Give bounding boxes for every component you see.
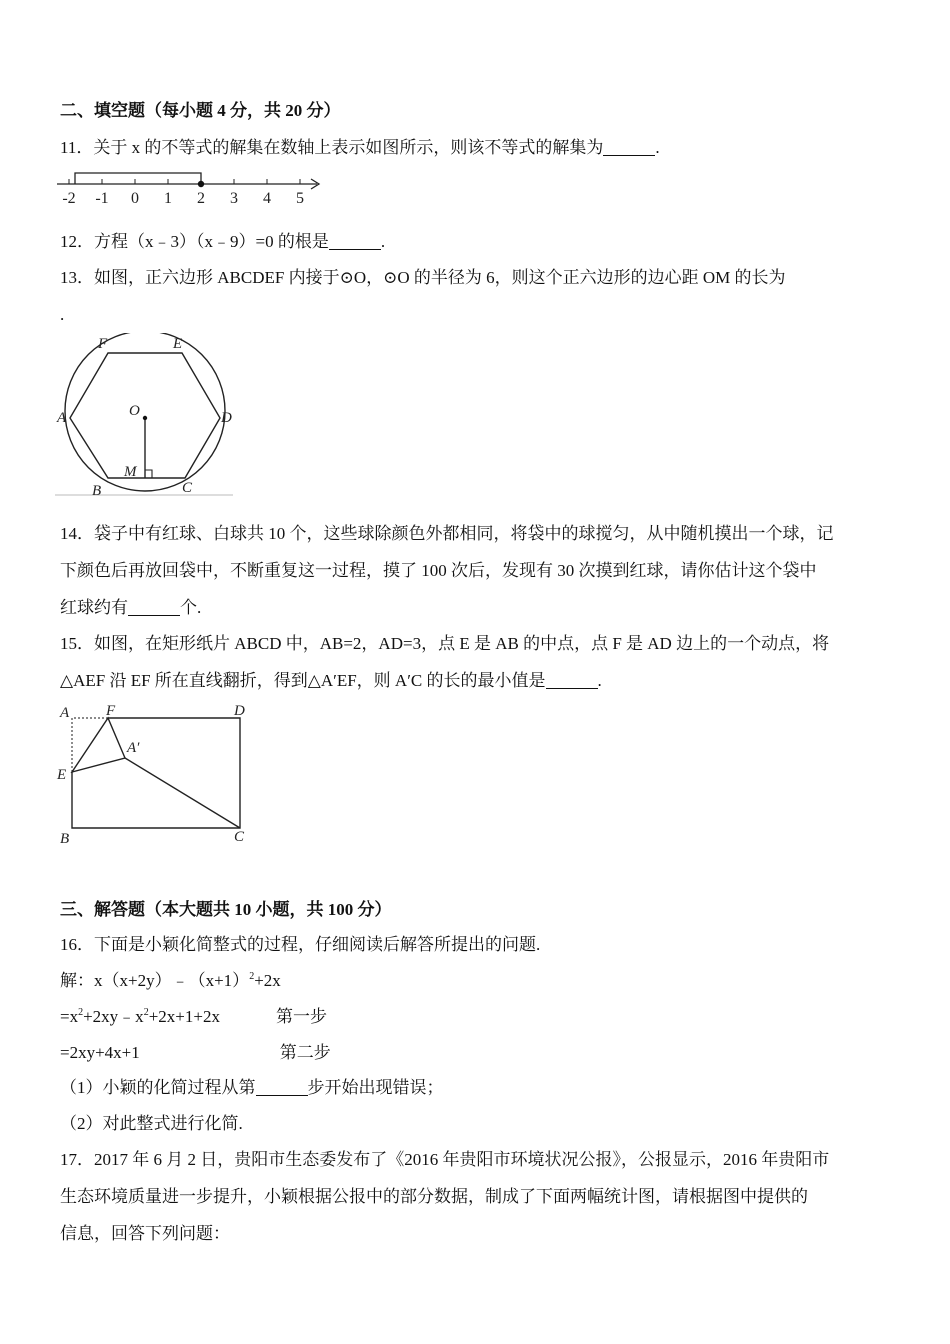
tick-label: 0 [131, 190, 139, 207]
exponent: 2 [143, 1007, 149, 1018]
label-c: C [182, 480, 193, 496]
hexagon-circle-figure [55, 333, 240, 503]
rectangle-fold-figure [55, 700, 255, 850]
solution-expression-end: +2x [254, 971, 281, 990]
step-1-part-c: +2x+1+2x [148, 1007, 220, 1026]
label-e: E [57, 767, 67, 783]
label-m: M [124, 464, 137, 480]
label-f: F [98, 336, 108, 352]
center-point-o [143, 416, 147, 420]
question-16-intro: 16．下面是小颖化简整式的过程，仔细阅读后解答所提出的问题. [60, 935, 541, 954]
question-15-line-1: 15．如图，在矩形纸片 ABCD 中，AB=2，AD=3，点 E 是 AB 的中点，点 F 是 AD 边上的一个动点，将 [60, 634, 830, 653]
question-14-line-2: 下颜色后再放回袋中，不断重复这一过程，摸了 100 次后，发现有 30 次摸到红球，请你估计这个袋中 [60, 561, 817, 580]
section-3-heading: 三、解答题（本大题共 10 小题，共 100 分） [60, 900, 392, 919]
label-b: B [92, 483, 102, 499]
question-13-continuation: . [60, 305, 65, 324]
exponent: 2 [249, 971, 255, 982]
step-1-part-a: =x [60, 1007, 79, 1026]
question-12-text: 12．方程（x﹣3）（x﹣9）=0 的根是 [60, 232, 329, 251]
label-d: D [234, 703, 245, 719]
question-11 [60, 137, 660, 159]
answer-blank-11[interactable] [603, 139, 655, 156]
label-b: B [60, 831, 70, 847]
question-12 [60, 231, 385, 253]
question-16-part-2: （2）对此整式进行化简. [60, 1114, 243, 1133]
question-17-line-3: 信息，回答下列问题： [60, 1224, 230, 1243]
tick-label: 2 [197, 190, 205, 207]
question-15-line-2-pre: △AEF 沿 EF 所在直线翻折，得到△A′EF，则 A′C 的长的最小值是 [60, 671, 546, 690]
question-16-step-2 [60, 1042, 331, 1064]
question-11-end: . [655, 138, 660, 157]
tick-label: 1 [164, 190, 172, 207]
label-f: F [106, 703, 116, 719]
right-angle-mark [145, 470, 152, 478]
question-14-line-3-pre: 红球约有 [60, 598, 128, 617]
question-14-line-3-post: 个. [180, 598, 202, 617]
label-c: C [234, 829, 245, 845]
question-13-text: 13．如图，正六边形 ABCDEF 内接于⊙O，⊙O 的半径为 6，则这个正六边形的边心距 OM 的长为 [60, 268, 786, 287]
number-line-figure [55, 168, 330, 210]
question-15-line-2-post: . [597, 671, 602, 690]
step-2-label: 第二步 [279, 1043, 331, 1062]
question-16-part-1 [60, 1077, 444, 1099]
question-17-line-1: 17．2017 年 6 月 2 日，贵阳市生态委发布了《2016 年贵阳市环境状况公报》，公报显示，2016 年贵阳市 [60, 1150, 830, 1169]
step-1-label: 第一步 [275, 1007, 327, 1026]
tick-label: 3 [230, 190, 238, 207]
question-12-end: . [380, 232, 386, 251]
tick-label: -2 [62, 190, 76, 207]
question-17-line-2: 生态环境质量进一步提升，小颖根据公报中的部分数据，制成了下面两幅统计图，请根据图中提供的 [60, 1187, 808, 1206]
question-11-text: 11．关于 x 的不等式的解集在数轴上表示如图所示，则该不等式的解集为 [60, 138, 604, 157]
label-a: A [60, 705, 70, 721]
question-14-line-3 [60, 597, 201, 619]
solution-expression: 解：x（x+2y）﹣（x+1） [60, 971, 250, 990]
label-a: A [57, 410, 67, 426]
folded-triangle-a1ef [72, 718, 125, 772]
axis-ticks [69, 179, 300, 184]
step-1-part-b: +2xy﹣x [83, 1007, 144, 1026]
part-1-post: 步开始出现错误； [307, 1078, 444, 1097]
answer-blank-16[interactable] [256, 1079, 308, 1096]
exponent: 2 [78, 1007, 84, 1018]
question-16-solution [60, 970, 281, 992]
section-2-heading: 二、填空题（每小题 4 分，共 20 分） [60, 101, 341, 120]
question-15-line-2 [60, 670, 602, 692]
answer-blank-12[interactable] [329, 233, 381, 250]
label-e: E [173, 336, 183, 352]
answer-blank-15[interactable] [546, 672, 598, 689]
label-a-prime: A′ [127, 740, 140, 756]
step-2-expression: =2xy+4x+1 [60, 1043, 140, 1062]
solution-range-bracket [75, 173, 201, 184]
solid-point-at-2 [198, 181, 204, 187]
part-1-pre: （1）小颖的化简过程从第 [60, 1078, 256, 1097]
answer-blank-14[interactable] [128, 599, 180, 616]
label-d: D [221, 410, 232, 426]
label-o: O [129, 403, 140, 419]
tick-label: -1 [95, 190, 109, 207]
question-16-step-1 [60, 1006, 327, 1028]
tick-label: 5 [296, 190, 304, 207]
tick-label: 4 [263, 190, 271, 207]
question-14-line-1: 14．袋子中有红球、白球共 10 个，这些球除颜色外都相同，将袋中的球搅匀，从中随机摸出一个球，记 [60, 524, 834, 543]
segment-a1c [125, 758, 240, 828]
